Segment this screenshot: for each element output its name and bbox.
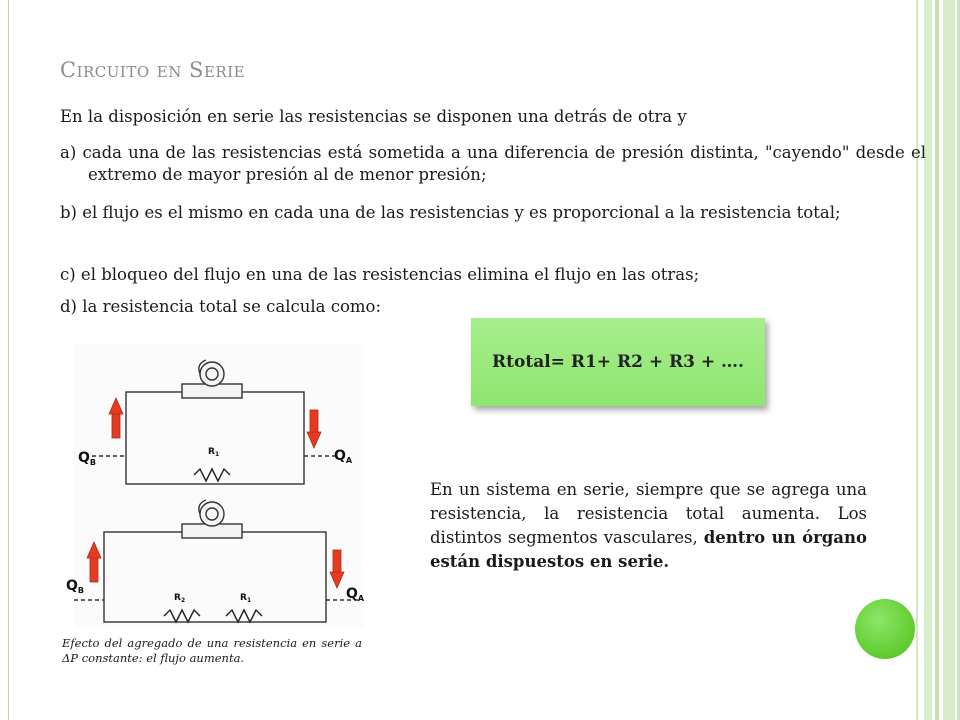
label-qb-bottom: $Q_B$ [66, 578, 85, 595]
slide-title: Circuito en Serie [60, 58, 246, 82]
figure-caption: Efecto del agregado de una resistencia en serie a ΔP constante: el flujo aumenta. [62, 636, 362, 665]
item-d: d) la resistencia total se calcula como: [60, 297, 382, 316]
right-decorative-stripes [916, 0, 960, 720]
label-r1-bottom: $R_1$ [240, 593, 252, 604]
series-explanation-bold: dentro un órgano están dispuestos en serie. [430, 528, 867, 571]
circuit-diagram [66, 344, 365, 628]
item-c: c) el bloqueo del flujo en una de las resistencias elimina el flujo en las otras; [60, 265, 700, 284]
label-qb-top: $Q_B$ [78, 450, 97, 467]
formula-box [471, 318, 765, 406]
left-frame-line [8, 0, 9, 720]
intro-text: En la disposición en serie las resistencias se disponen una detrás de otra y [60, 107, 687, 126]
arrow-down-icon [307, 410, 321, 448]
item-a: a) cada una de las resistencias está sometida a una diferencia de presión distinta, "cayendo" desde el extremo de mayor presión al de menor presión; [60, 143, 926, 184]
decorative-green-circle [855, 599, 915, 659]
item-b: b) el flujo es el mismo en cada una de las resistencias y es proporcional a la resistencia total; [60, 203, 841, 222]
pump-icon-top [182, 360, 242, 398]
label-r2-bottom: $R_2$ [174, 593, 186, 604]
series-explanation [430, 478, 867, 574]
label-r1-top: $R_1$ [208, 447, 220, 458]
top-circuit [92, 392, 339, 484]
pump-icon-bottom [182, 500, 242, 538]
label-qa-bottom: $Q_A$ [346, 586, 365, 603]
circuit-figure [66, 344, 365, 628]
series-explanation-plain: En un sistema en serie, siempre que se agrega una resistencia, la resistencia total aumenta. Los distintos segmentos vasculares, [430, 480, 867, 547]
bottom-circuit [74, 532, 359, 622]
label-qa-top: $Q_A$ [334, 448, 353, 465]
arrow-up-icon [87, 542, 101, 582]
arrow-down-icon [330, 550, 344, 588]
formula-text: Rtotal= R1+ R2 + R3 + …. [492, 352, 744, 372]
arrow-up-icon [109, 398, 123, 438]
